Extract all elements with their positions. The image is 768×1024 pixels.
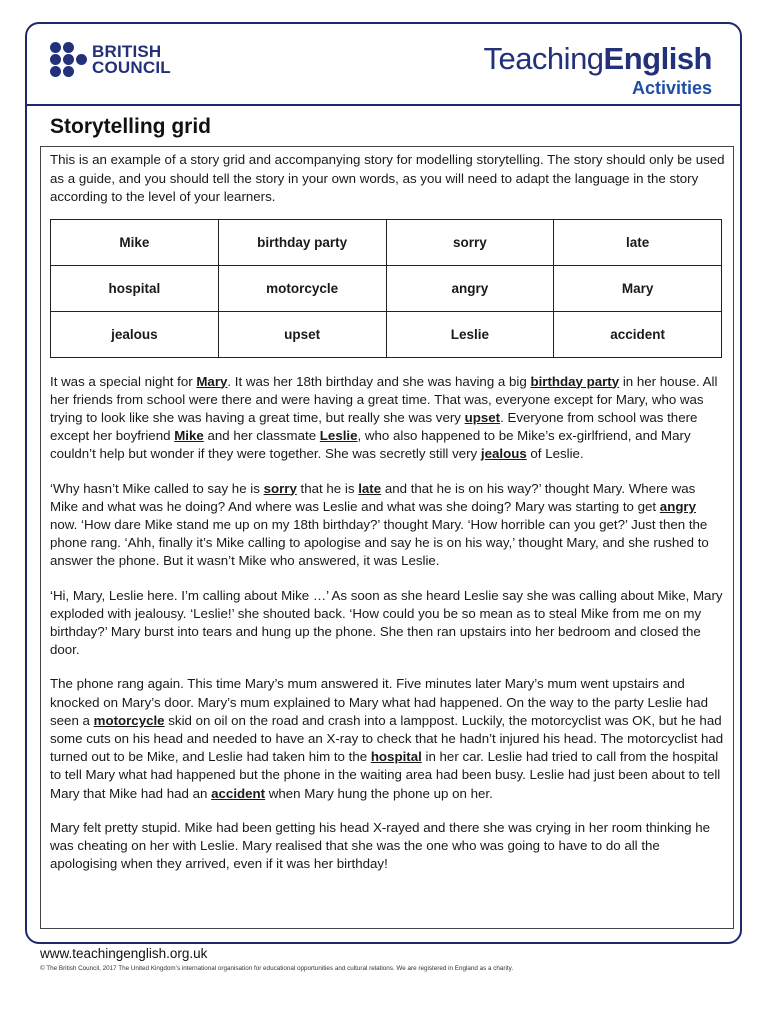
british-council-dots-icon (50, 42, 88, 78)
grid-cell: motorcycle (218, 265, 386, 311)
story-segment: now. ‘How dare Mike stand me up on my 18th birthday?’ thought Mary. ‘How horrible can you get?’ Just then the phone rang. ‘Ahh, finally it’s Mike calling to apologise and say he is on his way,’ thought Mary, and she rushed to answer the phone. But it wasn’t Mike who answered, it was Leslie. (50, 516, 709, 569)
story-segment: of Leslie. (526, 446, 584, 462)
story-segment: skid on oil on the road and crash into a lamppost. Luckily, the motorcyclist was OK, but he had some cuts on his head and needed to have an X-ray to check that he hadn’t injured his head. The motorcyclist had turned out to be Mike, and Leslie had taken him to the (50, 712, 724, 765)
grid-cell: accident (554, 311, 722, 357)
te-subtitle: Activities (631, 78, 712, 98)
story-segment: in her house. All her friends from school were there and were having a great time. That was, everyone except for Mary, who was trying to look like she was having a great time, but really she was very (50, 373, 718, 425)
grid-cell: late (554, 219, 722, 265)
keyword: jealous (480, 446, 527, 462)
story-segment: . Everyone from school was there except her boyfriend (50, 409, 698, 444)
story-grid (50, 219, 722, 358)
story-paragraph (50, 675, 725, 802)
keyword: motorcycle (93, 712, 165, 728)
grid-row (51, 311, 722, 357)
british-council-logo (50, 42, 171, 78)
story-segment: in her car. Leslie had tried to call from the hospital to tell Mary what had happened but the phone in the waiting area had been busy. Leslie had just been about to tell Mary that Mike had had an (50, 749, 721, 801)
grid-cell: upset (218, 311, 386, 357)
keyword: Mary (196, 373, 228, 389)
story-paragraph (50, 819, 725, 874)
story-segment: that he is (296, 480, 359, 496)
te-bold: English (603, 41, 712, 76)
keyword: sorry (263, 480, 297, 496)
grid-row (51, 265, 722, 311)
grid-cell: sorry (386, 219, 554, 265)
grid-cell: jealous (51, 311, 219, 357)
te-light: Teaching (483, 41, 604, 76)
story-segment: , who also happened to be Mike’s ex-girlfriend, and Mary couldn’t help but wonder if they were together. She was secretly still very (50, 428, 691, 462)
grid-cell: angry (386, 265, 554, 311)
story-segment: . It was her 18th birthday and she was having a big (227, 373, 531, 389)
page-title: Storytelling grid (50, 115, 212, 138)
brand-line-1: BRITISH (92, 42, 162, 61)
grid-row (51, 219, 722, 265)
keyword: birthday party (530, 373, 620, 389)
story-segment: and her classmate (203, 428, 320, 444)
story-segment: Mary felt pretty stupid. Mike had been getting his head X-rayed and there she was crying in her room thinking he was cheating on her with Leslie. Mary realised that she was the one who was going to have to do all the apologising when they arrived, even if it was her birthday! (50, 819, 711, 872)
story-segment: when Mary hung the phone up on her. (265, 785, 493, 801)
content-box (40, 146, 734, 929)
footer-copyright: © The British Council, 2017 The United Kingdom’s international organisation for educational opportunities and cultural relations. We are registered in England as a charity. (40, 965, 514, 972)
grid-cell: hospital (51, 265, 219, 311)
keyword: Leslie (319, 428, 358, 444)
teaching-english-logo (483, 42, 712, 98)
story-segment: and that he is on his way?’ thought Mary. Where was Mike and what was he doing? And where was Leslie and what was she doing? Mary was starting to get (50, 480, 696, 514)
intro-text: This is an example of a story grid and accompanying story for modelling storytelling. The story should only be used as a guide, and you should tell the story in your own words, as you will need to adapt the language in the story according to the level of your learners. (50, 152, 725, 204)
story-paragraph (50, 480, 725, 571)
keyword: upset (464, 409, 501, 425)
header-divider (27, 104, 740, 106)
keyword: Mike (174, 428, 204, 444)
grid-cell: Mary (554, 265, 722, 311)
story-paragraph (50, 587, 725, 660)
grid-cell: Mike (51, 219, 219, 265)
story-paragraph (50, 373, 725, 464)
story-text (50, 373, 725, 874)
grid-cell: birthday party (218, 219, 386, 265)
grid-cell: Leslie (386, 311, 554, 357)
story-segment: ‘Why hasn’t Mike called to say he is (50, 480, 264, 496)
keyword: angry (659, 498, 697, 514)
brand-line-2: COUNCIL (92, 58, 171, 77)
story-segment: ‘Hi, Mary, Leslie here. I’m calling about Mike …’ As soon as she heard Leslie say she was calling about Mike, Mary exploded with jealousy. ‘Leslie!’ she shouted back. ‘How could you be so mean as to steal Mike from me on my birthday?’ Mary burst into tears and hung up the phone. She then ran upstairs into her bedroom and closed the door. (50, 587, 723, 658)
story-segment: The phone rang again. This time Mary’s mum answered it. Five minutes later Mary’s mum went upstairs and knocked on Mary’s door. Mary’s mum explained to Mary what had happened. On the way to the party Leslie had seen a (50, 676, 709, 728)
keyword: late (358, 480, 382, 496)
story-segment: It was a special night for (50, 373, 197, 389)
keyword: hospital (370, 749, 422, 765)
footer-url[interactable]: www.teachingenglish.org.uk (40, 946, 208, 961)
keyword: accident (211, 785, 266, 801)
